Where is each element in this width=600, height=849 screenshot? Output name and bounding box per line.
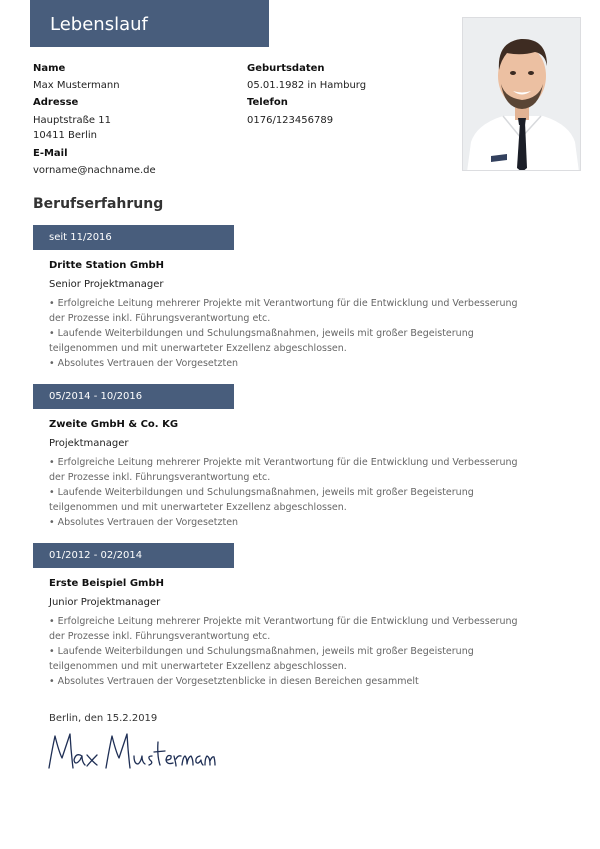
birth-label: Geburtsdaten (247, 63, 325, 74)
description-line: teilgenommen und mit unerwarteter Exzellenz abgeschlossen. (49, 502, 347, 513)
description-line: • Erfolgreiche Leitung mehrerer Projekte mit Verantwortung für die Entwicklung und Verbesserung (49, 298, 518, 309)
name-value: Max Mustermann (33, 80, 120, 91)
description-line: • Erfolgreiche Leitung mehrerer Projekte mit Verantwortung für die Entwicklung und Verbesserung (49, 457, 518, 468)
phone-label: Telefon (247, 97, 288, 108)
birth-value: 05.01.1982 in Hamburg (247, 80, 367, 91)
job-title: Projektmanager (49, 438, 129, 449)
page-title: Lebenslauf (50, 14, 148, 35)
address-line1: Hauptstraße 11 (33, 115, 111, 126)
period-text: 01/2012 - 02/2014 (49, 550, 143, 561)
period-text: 05/2014 - 10/2016 (49, 391, 143, 402)
phone-value: 0176/123456789 (247, 115, 334, 126)
page-title-bar (30, 0, 269, 47)
description-line: teilgenommen und mit unerwarteter Exzellenz abgeschlossen. (49, 343, 347, 354)
description-line: • Laufende Weiterbildungen und Schulungsmaßnahmen, jeweils mit großer Begeisterung (49, 328, 474, 339)
period-badge (33, 543, 234, 568)
description-line: • Absolutes Vertrauen der Vorgesetzten (49, 517, 239, 528)
email-value: vorname@nachname.de (33, 165, 156, 176)
period-text: seit 11/2016 (49, 232, 112, 243)
profile-photo (462, 17, 581, 171)
email-label: E-Mail (33, 148, 68, 159)
description-line: der Prozesse inkl. Führungsverantwortung etc. (49, 472, 271, 483)
description-line: der Prozesse inkl. Führungsverantwortung etc. (49, 313, 271, 324)
job-description (49, 455, 554, 530)
signature (46, 728, 216, 778)
place-date: Berlin, den 15.2.2019 (49, 713, 158, 724)
address-line2: 10411 Berlin (33, 130, 98, 141)
handwritten-signature (46, 728, 216, 774)
description-line: • Absolutes Vertrauen der Vorgesetzten (49, 358, 239, 369)
job-description (49, 296, 554, 371)
description-line: • Laufende Weiterbildungen und Schulungsmaßnahmen, jeweils mit großer Begeisterung (49, 646, 474, 657)
address-label: Adresse (33, 97, 79, 108)
job-description (49, 614, 554, 689)
job-title: Junior Projektmanager (49, 597, 161, 608)
period-badge (33, 384, 234, 409)
period-badge (33, 225, 234, 250)
description-line: teilgenommen und mit unerwarteter Exzellenz abgeschlossen. (49, 661, 347, 672)
company-name: Zweite GmbH & Co. KG (49, 419, 179, 430)
portrait-image (463, 18, 581, 171)
name-label: Name (33, 63, 66, 74)
description-line: der Prozesse inkl. Führungsverantwortung etc. (49, 631, 271, 642)
company-name: Dritte Station GmbH (49, 260, 165, 271)
description-line: • Laufende Weiterbildungen und Schulungsmaßnahmen, jeweils mit großer Begeisterung (49, 487, 474, 498)
company-name: Erste Beispiel GmbH (49, 578, 164, 589)
job-title: Senior Projektmanager (49, 279, 164, 290)
section-heading-experience: Berufserfahrung (33, 196, 164, 212)
description-line: • Absolutes Vertrauen der Vorgesetztenblicke in diesen Bereichen gesammelt (49, 676, 419, 687)
description-line: • Erfolgreiche Leitung mehrerer Projekte mit Verantwortung für die Entwicklung und Verbesserung (49, 616, 518, 627)
